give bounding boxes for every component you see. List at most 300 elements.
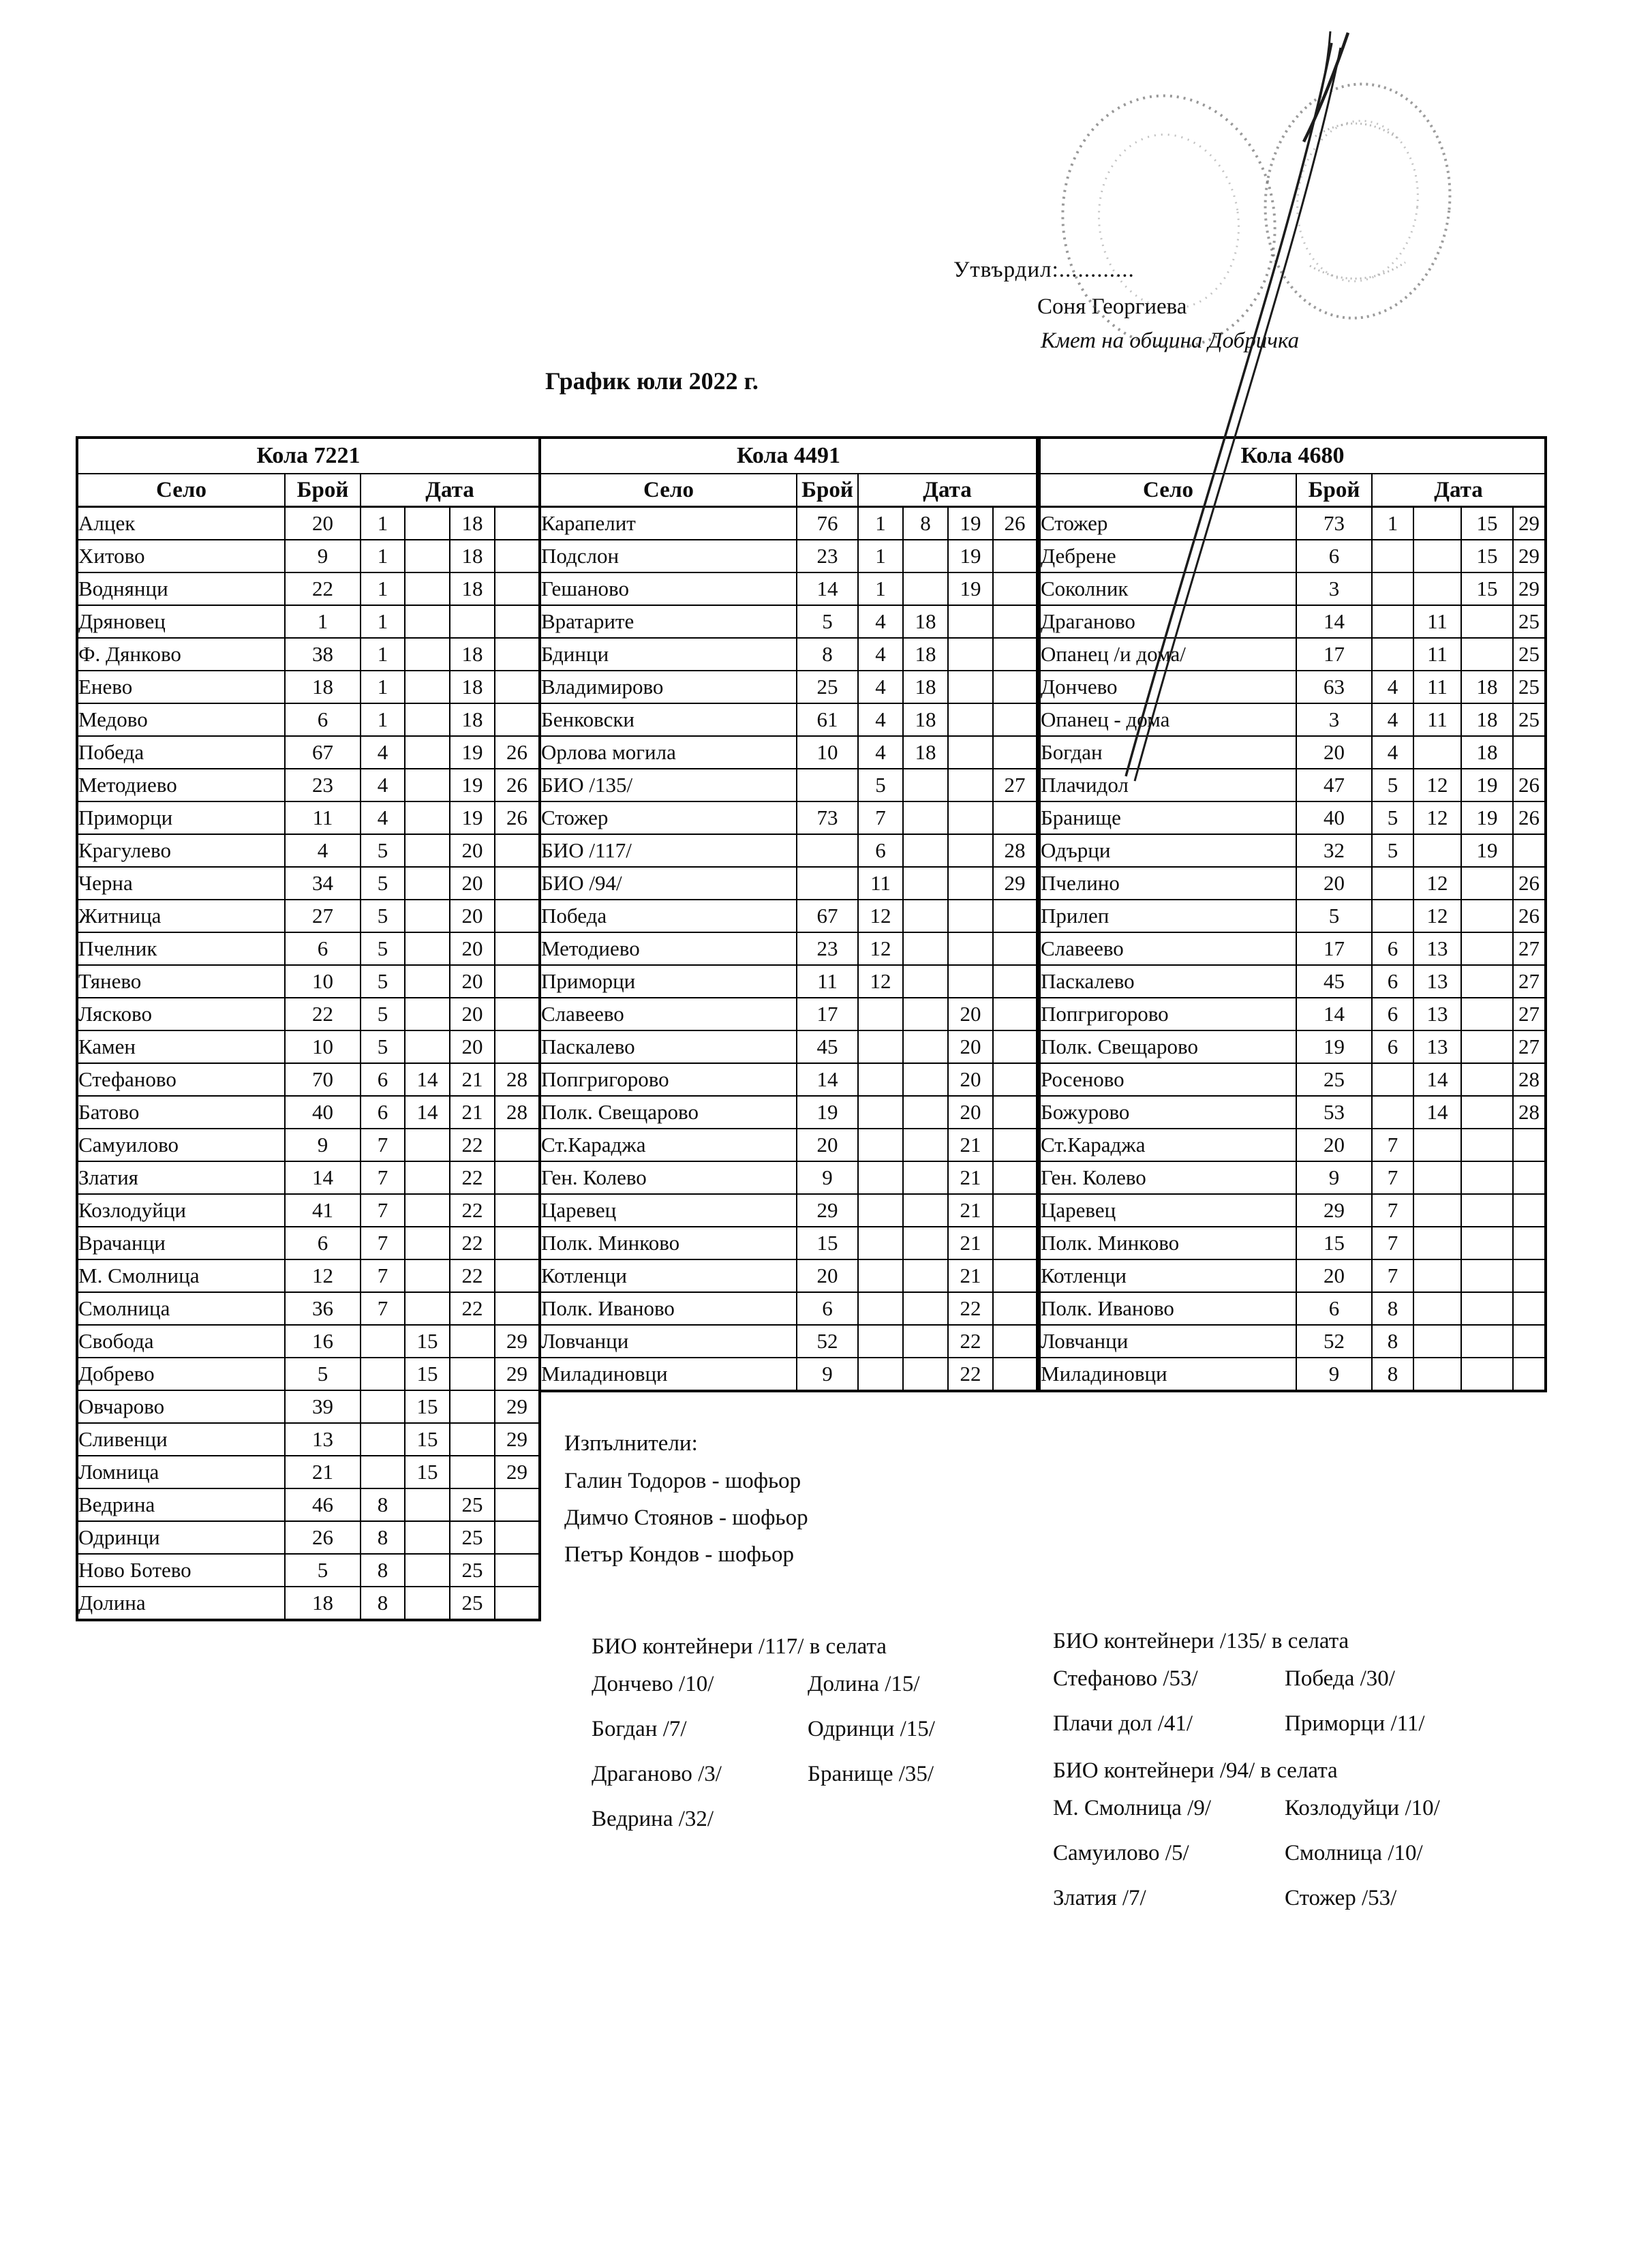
date-cell bbox=[1513, 834, 1546, 867]
count-cell: 6 bbox=[1296, 1292, 1372, 1325]
count-cell: 19 bbox=[797, 1096, 858, 1129]
village-cell: Ловчанци bbox=[540, 1325, 797, 1358]
count-cell: 19 bbox=[1296, 1030, 1372, 1063]
date-cell: 13 bbox=[1413, 998, 1461, 1030]
table-row bbox=[77, 1227, 540, 1259]
table-row bbox=[540, 1030, 1037, 1063]
village-cell: Бранище bbox=[1039, 801, 1296, 834]
date-cell: 7 bbox=[361, 1194, 405, 1227]
count-cell: 38 bbox=[285, 638, 361, 671]
date-cell: 28 bbox=[993, 834, 1037, 867]
count-cell: 73 bbox=[797, 801, 858, 834]
date-cell bbox=[1461, 1129, 1513, 1161]
village-cell: Долина bbox=[77, 1587, 285, 1620]
date-cell: 22 bbox=[948, 1325, 993, 1358]
date-cell: 5 bbox=[361, 932, 405, 965]
date-cell bbox=[993, 1161, 1037, 1194]
date-cell bbox=[405, 1194, 450, 1227]
count-cell: 52 bbox=[797, 1325, 858, 1358]
date-cell: 19 bbox=[450, 801, 495, 834]
date-cell: 29 bbox=[495, 1390, 540, 1423]
village-cell: Паскалево bbox=[1039, 965, 1296, 998]
count-cell: 6 bbox=[285, 1227, 361, 1259]
date-cell bbox=[495, 1554, 540, 1587]
count-cell: 29 bbox=[1296, 1194, 1372, 1227]
date-cell: 15 bbox=[1461, 540, 1513, 572]
date-cell: 12 bbox=[858, 900, 903, 932]
table-row bbox=[540, 932, 1037, 965]
count-cell: 5 bbox=[1296, 900, 1372, 932]
date-cell bbox=[858, 1358, 903, 1391]
date-cell: 7 bbox=[1372, 1194, 1413, 1227]
date-cell bbox=[405, 1161, 450, 1194]
village-cell: Царевец bbox=[1039, 1194, 1296, 1227]
date-cell: 18 bbox=[903, 605, 948, 638]
date-cell: 15 bbox=[405, 1390, 450, 1423]
date-cell: 11 bbox=[1413, 671, 1461, 703]
table-row bbox=[77, 1194, 540, 1227]
date-cell bbox=[405, 1259, 450, 1292]
count-cell: 14 bbox=[797, 1063, 858, 1096]
date-cell bbox=[405, 1292, 450, 1325]
date-cell bbox=[495, 1227, 540, 1259]
table-row bbox=[77, 1030, 540, 1063]
village-cell: Пчелник bbox=[77, 932, 285, 965]
village-cell: Владимирово bbox=[540, 671, 797, 703]
count-cell: 26 bbox=[285, 1521, 361, 1554]
date-cell: 19 bbox=[948, 540, 993, 572]
date-cell: 26 bbox=[993, 507, 1037, 540]
date-cell bbox=[993, 671, 1037, 703]
date-cell bbox=[1461, 867, 1513, 900]
table-row bbox=[540, 769, 1037, 801]
date-cell bbox=[1461, 1227, 1513, 1259]
table-row bbox=[540, 671, 1037, 703]
date-cell bbox=[405, 998, 450, 1030]
table-row bbox=[1039, 867, 1546, 900]
village-cell: М. Смолница bbox=[77, 1259, 285, 1292]
count-cell: 6 bbox=[285, 703, 361, 736]
table-row bbox=[1039, 998, 1546, 1030]
bio-item: Приморци /11/ bbox=[1285, 1711, 1425, 1736]
bio-item: Бранище /35/ bbox=[808, 1762, 934, 1786]
date-cell: 29 bbox=[1513, 572, 1546, 605]
date-cell: 13 bbox=[1413, 1030, 1461, 1063]
village-cell: Ст.Караджа bbox=[1039, 1129, 1296, 1161]
date-cell: 18 bbox=[903, 638, 948, 671]
table-row bbox=[540, 801, 1037, 834]
count-cell: 5 bbox=[285, 1554, 361, 1587]
village-cell: Хитово bbox=[77, 540, 285, 572]
village-cell: Росеново bbox=[1039, 1063, 1296, 1096]
date-cell: 4 bbox=[1372, 671, 1413, 703]
date-cell: 5 bbox=[361, 900, 405, 932]
date-cell: 8 bbox=[1372, 1325, 1413, 1358]
date-cell bbox=[1461, 1096, 1513, 1129]
table-row bbox=[77, 1063, 540, 1096]
date-cell bbox=[948, 769, 993, 801]
date-cell bbox=[450, 1325, 495, 1358]
village-cell: Златия bbox=[77, 1161, 285, 1194]
table-row bbox=[77, 703, 540, 736]
table-row bbox=[540, 1227, 1037, 1259]
village-cell: Добрево bbox=[77, 1358, 285, 1390]
bio-column bbox=[1285, 1656, 1425, 1746]
date-cell: 22 bbox=[450, 1194, 495, 1227]
date-cell bbox=[948, 834, 993, 867]
village-cell: Медово bbox=[77, 703, 285, 736]
village-cell: Котленци bbox=[540, 1259, 797, 1292]
table-row bbox=[77, 1554, 540, 1587]
date-cell bbox=[993, 998, 1037, 1030]
approval-label: Утвърдил:............ bbox=[953, 258, 1135, 282]
table-row bbox=[77, 1456, 540, 1488]
bio-item: Смолница /10/ bbox=[1285, 1841, 1423, 1865]
date-cell: 11 bbox=[1413, 703, 1461, 736]
date-cell bbox=[903, 1358, 948, 1391]
executor-name: Димчо Стоянов - шофьор bbox=[564, 1505, 808, 1530]
village-cell: Стожер bbox=[540, 801, 797, 834]
count-cell: 23 bbox=[797, 932, 858, 965]
count-cell: 40 bbox=[285, 1096, 361, 1129]
date-cell: 22 bbox=[948, 1358, 993, 1391]
table-row bbox=[540, 638, 1037, 671]
date-cell: 5 bbox=[858, 769, 903, 801]
date-cell bbox=[1513, 1129, 1546, 1161]
date-cell bbox=[495, 1030, 540, 1063]
date-cell: 7 bbox=[361, 1161, 405, 1194]
village-cell: Полк. Иваново bbox=[540, 1292, 797, 1325]
date-cell bbox=[903, 572, 948, 605]
count-cell: 20 bbox=[797, 1129, 858, 1161]
count-cell: 11 bbox=[797, 965, 858, 998]
date-cell: 1 bbox=[361, 703, 405, 736]
date-cell bbox=[858, 1063, 903, 1096]
date-cell bbox=[903, 1194, 948, 1227]
village-cell: Плачидол bbox=[1039, 769, 1296, 801]
date-cell bbox=[495, 507, 540, 540]
count-cell: 20 bbox=[1296, 1259, 1372, 1292]
table-row bbox=[1039, 736, 1546, 769]
village-cell: Дряновец bbox=[77, 605, 285, 638]
date-cell: 4 bbox=[1372, 703, 1413, 736]
date-cell bbox=[993, 540, 1037, 572]
village-cell: Котленци bbox=[1039, 1259, 1296, 1292]
date-cell: 20 bbox=[948, 1030, 993, 1063]
count-cell: 6 bbox=[797, 1292, 858, 1325]
approval-role: Кмет на община Добричка bbox=[1041, 328, 1300, 353]
count-cell: 12 bbox=[285, 1259, 361, 1292]
date-cell bbox=[495, 540, 540, 572]
date-cell bbox=[1461, 1063, 1513, 1096]
count-cell: 17 bbox=[1296, 638, 1372, 671]
date-cell bbox=[993, 605, 1037, 638]
date-cell bbox=[1372, 1096, 1413, 1129]
village-cell: БИО /94/ bbox=[540, 867, 797, 900]
bio-title: БИО контейнери /135/ в селата bbox=[1053, 1629, 1349, 1653]
table-row bbox=[77, 572, 540, 605]
table-row bbox=[540, 1129, 1037, 1161]
date-cell: 8 bbox=[361, 1488, 405, 1521]
date-cell: 18 bbox=[450, 507, 495, 540]
date-cell: 15 bbox=[405, 1456, 450, 1488]
date-cell bbox=[1513, 1161, 1546, 1194]
table-row bbox=[540, 998, 1037, 1030]
village-cell: Вратарите bbox=[540, 605, 797, 638]
date-cell: 22 bbox=[450, 1129, 495, 1161]
table-row bbox=[77, 1129, 540, 1161]
date-cell bbox=[1461, 1161, 1513, 1194]
table-row bbox=[77, 1358, 540, 1390]
count-column-header: Брой bbox=[285, 474, 361, 507]
table-row bbox=[540, 834, 1037, 867]
date-cell: 4 bbox=[361, 801, 405, 834]
table-row bbox=[540, 1325, 1037, 1358]
date-cell bbox=[495, 1587, 540, 1620]
date-cell bbox=[495, 900, 540, 932]
date-cell: 25 bbox=[1513, 638, 1546, 671]
table-row bbox=[1039, 769, 1546, 801]
date-cell bbox=[495, 703, 540, 736]
date-cell bbox=[993, 572, 1037, 605]
date-cell bbox=[858, 1292, 903, 1325]
count-cell: 27 bbox=[285, 900, 361, 932]
table-row bbox=[77, 1587, 540, 1620]
date-cell bbox=[405, 769, 450, 801]
count-cell: 67 bbox=[797, 900, 858, 932]
village-cell: Подслон bbox=[540, 540, 797, 572]
village-cell: Камен bbox=[77, 1030, 285, 1063]
date-cell: 1 bbox=[361, 540, 405, 572]
date-cell: 19 bbox=[450, 736, 495, 769]
village-cell: Сливенци bbox=[77, 1423, 285, 1456]
date-cell bbox=[1413, 1325, 1461, 1358]
date-cell bbox=[993, 1259, 1037, 1292]
table-row bbox=[1039, 540, 1546, 572]
date-cell bbox=[1372, 900, 1413, 932]
date-cell: 6 bbox=[1372, 965, 1413, 998]
executor-name: Петър Кондов - шофьор bbox=[564, 1542, 794, 1567]
village-cell: Соколник bbox=[1039, 572, 1296, 605]
date-cell bbox=[1372, 540, 1413, 572]
count-cell bbox=[797, 769, 858, 801]
date-cell: 29 bbox=[1513, 507, 1546, 540]
date-cell: 7 bbox=[361, 1129, 405, 1161]
date-cell bbox=[858, 1030, 903, 1063]
date-cell: 6 bbox=[1372, 1030, 1413, 1063]
table-row bbox=[77, 965, 540, 998]
date-cell: 13 bbox=[1413, 965, 1461, 998]
count-cell: 32 bbox=[1296, 834, 1372, 867]
date-cell: 5 bbox=[1372, 801, 1413, 834]
date-cell: 6 bbox=[361, 1063, 405, 1096]
count-column-header: Брой bbox=[1296, 474, 1372, 507]
count-cell: 9 bbox=[1296, 1161, 1372, 1194]
count-cell: 47 bbox=[1296, 769, 1372, 801]
count-cell: 46 bbox=[285, 1488, 361, 1521]
count-cell: 22 bbox=[285, 998, 361, 1030]
date-cell bbox=[495, 867, 540, 900]
village-cell: Приморци bbox=[540, 965, 797, 998]
date-cell: 7 bbox=[1372, 1227, 1413, 1259]
date-cell bbox=[1372, 867, 1413, 900]
date-column-header: Дата bbox=[1372, 474, 1546, 507]
date-cell: 20 bbox=[948, 998, 993, 1030]
count-cell: 25 bbox=[797, 671, 858, 703]
date-cell bbox=[903, 1227, 948, 1259]
count-cell: 11 bbox=[285, 801, 361, 834]
car-header-row bbox=[540, 438, 1037, 474]
date-cell: 20 bbox=[948, 1063, 993, 1096]
date-cell: 4 bbox=[1372, 736, 1413, 769]
table-row bbox=[540, 736, 1037, 769]
table-row bbox=[540, 572, 1037, 605]
count-cell: 3 bbox=[1296, 703, 1372, 736]
village-cell: Свобода bbox=[77, 1325, 285, 1358]
date-cell: 1 bbox=[858, 572, 903, 605]
date-cell: 14 bbox=[405, 1063, 450, 1096]
bio-item: Богдан /7/ bbox=[592, 1717, 687, 1741]
table-row bbox=[77, 932, 540, 965]
date-cell: 12 bbox=[1413, 900, 1461, 932]
date-cell: 25 bbox=[1513, 703, 1546, 736]
column-header-row bbox=[77, 474, 540, 507]
date-cell bbox=[361, 1423, 405, 1456]
date-cell: 19 bbox=[948, 572, 993, 605]
date-cell bbox=[1413, 1227, 1461, 1259]
village-cell: БИО /135/ bbox=[540, 769, 797, 801]
village-cell: Врачанци bbox=[77, 1227, 285, 1259]
car-header-row bbox=[77, 438, 540, 474]
date-cell: 1 bbox=[361, 572, 405, 605]
date-cell bbox=[1513, 736, 1546, 769]
village-cell: Попгригорово bbox=[540, 1063, 797, 1096]
executors-title: Изпълнители: bbox=[564, 1431, 698, 1456]
count-cell: 10 bbox=[285, 1030, 361, 1063]
schedule-table bbox=[76, 436, 541, 1621]
date-cell bbox=[361, 1456, 405, 1488]
date-cell bbox=[495, 1259, 540, 1292]
date-cell bbox=[405, 736, 450, 769]
date-cell bbox=[993, 801, 1037, 834]
date-cell: 4 bbox=[361, 769, 405, 801]
date-cell bbox=[1461, 900, 1513, 932]
table-row bbox=[1039, 1325, 1546, 1358]
date-cell: 1 bbox=[361, 507, 405, 540]
date-cell: 22 bbox=[450, 1227, 495, 1259]
date-cell: 8 bbox=[1372, 1358, 1413, 1391]
date-cell: 22 bbox=[450, 1292, 495, 1325]
count-cell: 20 bbox=[1296, 1129, 1372, 1161]
date-cell: 29 bbox=[495, 1423, 540, 1456]
table-row bbox=[77, 1488, 540, 1521]
count-cell: 23 bbox=[797, 540, 858, 572]
bio-item: Победа /30/ bbox=[1285, 1666, 1395, 1691]
date-cell: 29 bbox=[495, 1325, 540, 1358]
date-cell bbox=[1413, 572, 1461, 605]
village-cell: Стефаново bbox=[77, 1063, 285, 1096]
village-cell: Овчарово bbox=[77, 1390, 285, 1423]
date-column-header: Дата bbox=[361, 474, 540, 507]
village-cell: Божурово bbox=[1039, 1096, 1296, 1129]
date-cell bbox=[495, 638, 540, 671]
count-cell: 14 bbox=[797, 572, 858, 605]
village-cell: Ведрина bbox=[77, 1488, 285, 1521]
table-row bbox=[1039, 671, 1546, 703]
date-cell: 5 bbox=[361, 965, 405, 998]
date-cell: 6 bbox=[858, 834, 903, 867]
date-cell bbox=[1372, 1063, 1413, 1096]
table-row bbox=[1039, 1129, 1546, 1161]
date-cell: 11 bbox=[1413, 638, 1461, 671]
count-cell: 61 bbox=[797, 703, 858, 736]
date-cell bbox=[1513, 1358, 1546, 1391]
date-cell bbox=[495, 1129, 540, 1161]
count-cell: 23 bbox=[285, 769, 361, 801]
count-cell: 14 bbox=[285, 1161, 361, 1194]
date-cell bbox=[1461, 932, 1513, 965]
count-cell: 70 bbox=[285, 1063, 361, 1096]
date-cell bbox=[450, 1423, 495, 1456]
date-cell bbox=[903, 1161, 948, 1194]
table-row bbox=[77, 834, 540, 867]
village-cell: Паскалево bbox=[540, 1030, 797, 1063]
date-cell bbox=[495, 1194, 540, 1227]
date-cell bbox=[858, 1227, 903, 1259]
village-cell: Дончево bbox=[1039, 671, 1296, 703]
date-cell bbox=[1513, 1194, 1546, 1227]
table-row bbox=[540, 540, 1037, 572]
date-cell bbox=[1513, 1227, 1546, 1259]
date-cell bbox=[948, 638, 993, 671]
date-cell: 1 bbox=[361, 638, 405, 671]
bio-item: Стожер /53/ bbox=[1285, 1886, 1397, 1910]
date-cell: 5 bbox=[1372, 834, 1413, 867]
date-cell bbox=[405, 638, 450, 671]
date-cell: 20 bbox=[450, 867, 495, 900]
table-row bbox=[540, 1161, 1037, 1194]
date-cell: 27 bbox=[1513, 998, 1546, 1030]
table-row bbox=[1039, 900, 1546, 932]
village-cell: Полк. Минково bbox=[540, 1227, 797, 1259]
count-cell: 22 bbox=[285, 572, 361, 605]
date-cell: 26 bbox=[495, 736, 540, 769]
village-cell: Гешаново bbox=[540, 572, 797, 605]
date-cell bbox=[405, 867, 450, 900]
date-cell bbox=[405, 572, 450, 605]
date-cell bbox=[903, 1096, 948, 1129]
count-cell: 9 bbox=[285, 540, 361, 572]
date-cell bbox=[858, 998, 903, 1030]
count-cell: 15 bbox=[1296, 1227, 1372, 1259]
village-cell: Смолница bbox=[77, 1292, 285, 1325]
date-cell bbox=[495, 998, 540, 1030]
village-cell: Стожер bbox=[1039, 507, 1296, 540]
table-row bbox=[77, 736, 540, 769]
date-cell bbox=[903, 965, 948, 998]
date-cell: 18 bbox=[903, 671, 948, 703]
count-cell: 1 bbox=[285, 605, 361, 638]
date-cell bbox=[948, 932, 993, 965]
date-cell: 19 bbox=[1461, 834, 1513, 867]
date-cell: 12 bbox=[858, 965, 903, 998]
date-cell bbox=[903, 998, 948, 1030]
table-row bbox=[77, 769, 540, 801]
date-cell: 26 bbox=[495, 801, 540, 834]
column-header-row bbox=[540, 474, 1037, 507]
date-cell bbox=[405, 540, 450, 572]
schedule-table bbox=[538, 436, 1039, 1392]
